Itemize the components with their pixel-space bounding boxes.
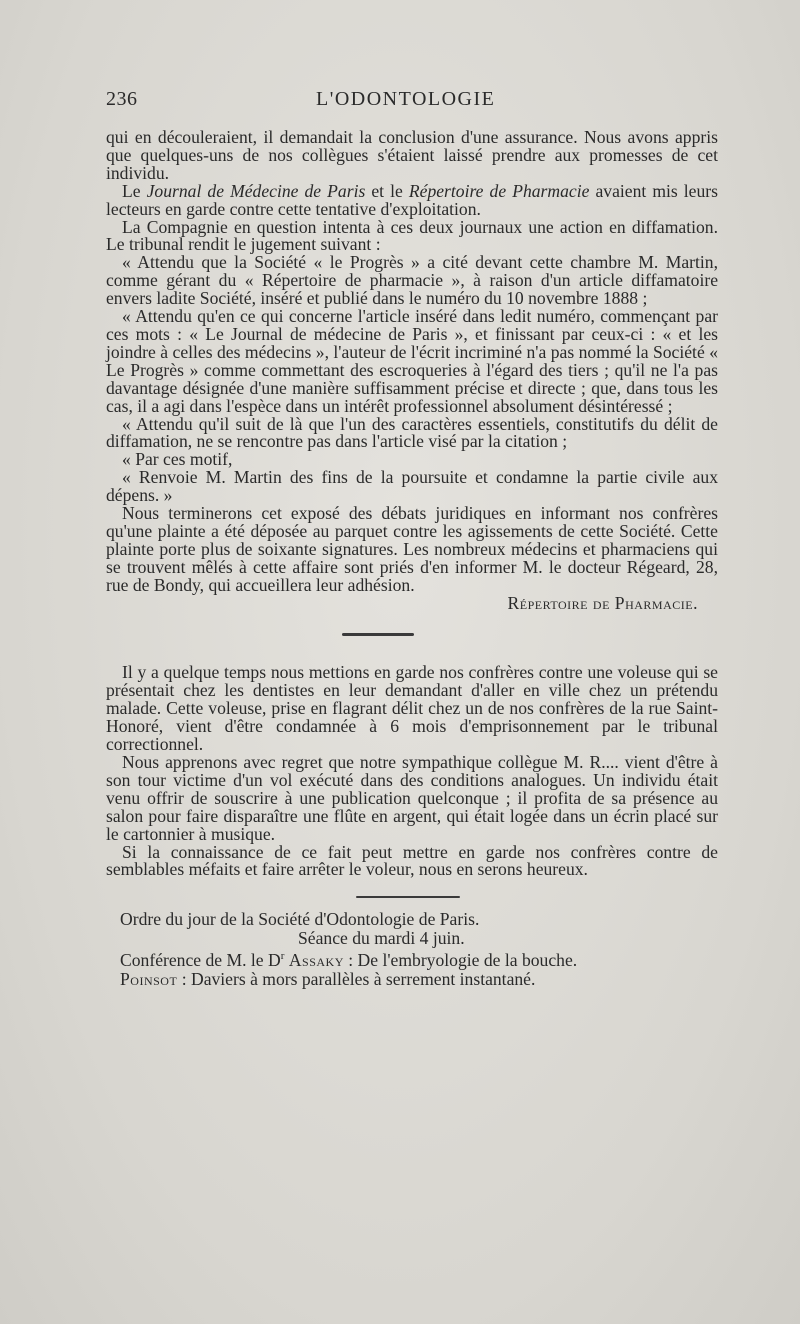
paragraph: Nous terminerons cet exposé des débats juridiques en informant nos confrères qu'une plainte a été déposée au parquet contre les agissements de cette Société. Cette plainte porte plus de soixante signatures. Les nombreux médecins et pharmaciens qui se trouvent mêlés à cette affaire sont priés d'en informer M. le docteur Régeard, 28, rue de Bondy, qui accueillera leur adhésion. <box>106 503 718 595</box>
signature: Répertoire de Pharmacie. <box>507 592 698 613</box>
paragraph: « Attendu qu'il suit de là que l'un des caractères essentiels, constitutifs du délit de diffamation, ne se rencontre pas dans l'article visé par la citation ; <box>106 413 718 452</box>
paragraph: « Attendu que la Société « le Progrès » a cité devant cette chambre M. Martin, comme gérant du « Répertoire de pharmacie », à raison d'un article diffamatoire envers ladite Société, inséré et publié dans le numéro du 10 novembre 1888 ; <box>106 252 718 309</box>
paragraph: Si la connaissance de ce fait peut mettre en garde nos confrères contre de semblables méfaits et faire arrêter le voleur, nous en serons heureux. <box>106 841 718 880</box>
page-header <box>106 88 718 116</box>
page-number: 236 <box>106 88 138 110</box>
journal-title: Journal de Médecine de Paris <box>146 180 366 201</box>
text-run: avaient mis leurs lecteurs en garde contre cette tentative d'exploitation. <box>106 180 718 219</box>
paragraph: Nous apprenons avec regret que notre sympathique collègue M. R.... vient d'être à son tour victime d'un vol exécuté dans des conditions analogues. Un individu était venu offrir de souscrire à une publication quelconque ; il profita de sa présence au salon pour faire disparaître une flûte en argent, qui était logée dans un écrin placé sur le cartonnier à musique. <box>106 752 718 844</box>
superscript: r <box>280 950 285 963</box>
speaker-name: Assaky <box>288 950 344 971</box>
notice-date: Séance du mardi 4 juin. <box>298 927 465 948</box>
running-title: L'ODONTOLOGIE <box>316 88 496 110</box>
body-text <box>106 129 718 988</box>
text-run: : De l'embryologie de la bouche. <box>343 950 578 971</box>
notice-item <box>106 970 718 989</box>
journal-title: Répertoire de Pharmacie <box>408 180 590 201</box>
paragraph <box>106 180 718 219</box>
meeting-notice <box>106 910 718 988</box>
paragraph: Il y a quelque temps nous mettions en garde nos confrères contre une voleuse qui se présentait chez les dentistes en leur demandant d'aller en ville chez un prétendu malade. Cette voleuse, prise en flagrant délit chez un de nos confrères de la rue Saint-Honoré, vient d'être condamnée à 6 mois d'emprisonnement par le tribunal correctionnel. <box>106 662 718 755</box>
paragraph: La Compagnie en question intenta à ces deux journaux une action en diffamation. Le tribunal rendit le jugement suivant : <box>106 216 718 255</box>
text-run: : Daviers à mors parallèles à serrement instantané. <box>177 968 536 989</box>
paragraph: qui en découleraient, il demandait la conclusion d'une assurance. Nous avons appris que quelques-uns de nos collègues s'étaient laissé prendre aux promesses de cet individu. <box>106 127 718 183</box>
notice-title: Ordre du jour de la Société d'Odontologie de Paris. <box>120 909 480 930</box>
paragraph: « Par ces motif, <box>122 449 233 470</box>
paragraph: « Attendu qu'en ce qui concerne l'article inséré dans ledit numéro, commençant par ces mots : « Le Journal de médecine de Paris », et finissant par ceux-ci : « et les joindre à celles des médecins », l'auteur de l'écrit incriminé n'a pas nommé la Société « Le Progrès » comme commettant des escroqueries à l'égard des tiers ; qu'il ne l'a pas davantage désignée d'une manière suffisamment précise et directe ; que, dans tous les cas, il a agi dans l'espèce dans un intérêt professionnel absolument désintéressé ; <box>106 306 718 416</box>
speaker-name: Poinsot <box>120 968 178 989</box>
text-run: Conférence de M. le D <box>120 950 281 971</box>
notice-item <box>106 947 718 969</box>
text-run: Le <box>122 180 147 201</box>
text-run: et le <box>365 180 409 201</box>
paragraph: « Renvoie M. Martin des fins de la poursuite et condamne la partie civile aux dépens. » <box>106 467 718 506</box>
